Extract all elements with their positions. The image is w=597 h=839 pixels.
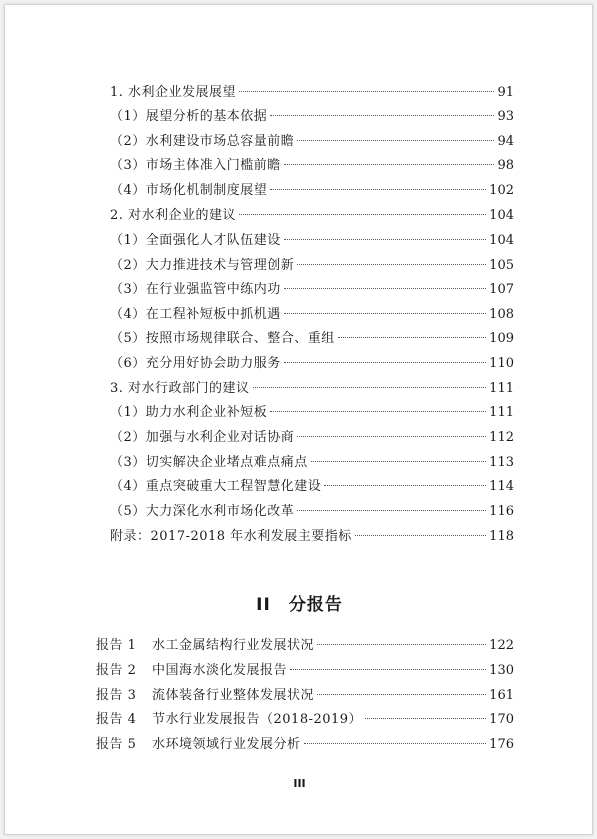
dot-leader xyxy=(270,114,494,116)
report-entry[interactable] xyxy=(96,662,514,680)
report-number: 报告 1 xyxy=(96,638,137,653)
dot-leader xyxy=(297,139,494,141)
report-title: 节水行业发展报告（2018-2019） xyxy=(152,712,363,727)
report-title: 水环境领域行业发展分析 xyxy=(152,737,301,752)
toc-entry[interactable] xyxy=(110,108,514,126)
dot-leader xyxy=(311,460,486,462)
toc-entry[interactable] xyxy=(110,306,514,324)
dot-leader xyxy=(297,509,486,511)
toc-entry-page: 105 xyxy=(489,258,514,273)
toc-entry[interactable] xyxy=(110,355,514,373)
toc-entry-title: 2. 对水利企业的建议 xyxy=(110,208,237,223)
toc-entry[interactable] xyxy=(110,478,514,496)
toc-entry-page: 98 xyxy=(497,158,514,173)
toc-entry-title: （1）全面强化人才队伍建设 xyxy=(110,233,281,248)
report-title: 水工金属结构行业发展状况 xyxy=(152,638,315,653)
toc-entry-title: （4）市场化机制制度展望 xyxy=(110,183,268,198)
report-title: 流体装备行业整体发展状况 xyxy=(152,688,315,703)
dot-leader xyxy=(284,163,495,165)
toc-entry-title: （2）加强与水利企业对话协商 xyxy=(110,430,295,445)
report-entry[interactable] xyxy=(96,637,514,655)
toc-entry-page: 94 xyxy=(497,134,514,149)
report-page: 170 xyxy=(489,712,514,727)
toc-entry-page: 111 xyxy=(489,381,514,396)
toc-entry-page: 116 xyxy=(489,504,514,519)
dot-leader xyxy=(253,386,487,388)
toc-entry[interactable] xyxy=(110,133,514,151)
dot-leader xyxy=(365,717,486,719)
toc-entry[interactable] xyxy=(110,404,514,422)
dot-leader xyxy=(284,287,486,289)
page-number: III xyxy=(293,777,306,790)
toc-entry-title: 3. 对水行政部门的建议 xyxy=(110,381,250,396)
report-number: 报告 5 xyxy=(96,737,137,752)
dot-leader xyxy=(297,263,486,265)
dot-leader xyxy=(284,361,486,363)
toc-entry-page: 104 xyxy=(489,208,514,223)
dot-leader xyxy=(297,435,486,437)
toc-entry-page: 112 xyxy=(489,430,514,445)
toc-entry-page: 109 xyxy=(489,331,514,346)
toc-entry-title: （6）充分用好协会助力服务 xyxy=(110,356,281,371)
toc-entry[interactable] xyxy=(110,429,514,447)
report-entry[interactable] xyxy=(96,687,514,705)
toc-entry[interactable] xyxy=(110,330,514,348)
dot-leader xyxy=(270,410,486,412)
dot-leader xyxy=(355,534,486,536)
toc-entry-page: 93 xyxy=(497,109,514,124)
toc-entry[interactable] xyxy=(110,281,514,299)
toc-entry-page: 111 xyxy=(489,405,514,420)
report-number: 报告 2 xyxy=(96,663,137,678)
report-page: 122 xyxy=(489,638,514,653)
toc-entry-title: （3）在行业强监管中练内功 xyxy=(110,282,281,297)
dot-leader xyxy=(338,336,486,338)
section-title: II 分报告 xyxy=(256,595,343,615)
report-page: 176 xyxy=(489,737,514,752)
toc-entry-page: 91 xyxy=(497,85,514,100)
dot-leader xyxy=(239,90,494,92)
dot-leader xyxy=(290,668,486,670)
toc-entry-page: 104 xyxy=(489,233,514,248)
toc-entry-page: 107 xyxy=(489,282,514,297)
dot-leader xyxy=(324,484,486,486)
toc-entry-title: 附录：2017-2018 年水利发展主要指标 xyxy=(110,529,352,544)
dot-leader xyxy=(284,238,486,240)
toc-entry-page: 118 xyxy=(489,529,514,544)
toc-entry[interactable] xyxy=(110,454,514,472)
toc-entry[interactable] xyxy=(110,84,514,102)
toc-entry-title: （2）大力推进技术与管理创新 xyxy=(110,258,295,273)
toc-entry-page: 113 xyxy=(489,455,514,470)
document-page xyxy=(4,4,593,835)
toc-entry-page: 114 xyxy=(489,479,514,494)
toc-entry-title: （5）按照市场规律联合、整合、重组 xyxy=(110,331,335,346)
toc-entry-title: （3）切实解决企业堵点难点痛点 xyxy=(110,455,308,470)
toc-entry-title: （4）在工程补短板中抓机遇 xyxy=(110,307,281,322)
toc-entry[interactable] xyxy=(110,207,514,225)
report-title: 中国海水淡化发展报告 xyxy=(152,663,288,678)
toc-entry-title: （1）助力水利企业补短板 xyxy=(110,405,268,420)
toc-entry[interactable] xyxy=(110,528,514,546)
dot-leader xyxy=(284,312,486,314)
report-number: 报告 3 xyxy=(96,688,137,703)
dot-leader xyxy=(317,693,486,695)
dot-leader xyxy=(239,213,486,215)
toc-entry[interactable] xyxy=(110,232,514,250)
toc-entry-title: （2）水利建设市场总容量前瞻 xyxy=(110,134,295,149)
report-page: 161 xyxy=(489,688,514,703)
toc-entry-page: 110 xyxy=(489,356,514,371)
report-entry[interactable] xyxy=(96,711,514,729)
toc-entry-page: 102 xyxy=(489,183,514,198)
toc-entry-title: （5）大力深化水利市场化改革 xyxy=(110,504,295,519)
toc-entry[interactable] xyxy=(110,157,514,175)
toc-entry-title: 1. 水利企业发展展望 xyxy=(110,85,237,100)
toc-entry-title: （1）展望分析的基本依据 xyxy=(110,109,268,124)
report-page: 130 xyxy=(489,663,514,678)
dot-leader xyxy=(304,742,487,744)
toc-entry-page: 108 xyxy=(489,307,514,322)
dot-leader xyxy=(317,643,486,645)
toc-entry-title: （3）市场主体准入门槛前瞻 xyxy=(110,158,281,173)
report-entry[interactable] xyxy=(96,736,514,754)
dot-leader xyxy=(270,188,486,190)
report-number: 报告 4 xyxy=(96,712,137,727)
toc-entry[interactable] xyxy=(110,257,514,275)
toc-entry-title: （4）重点突破重大工程智慧化建设 xyxy=(110,479,322,494)
toc-entry[interactable] xyxy=(110,503,514,521)
toc-entry[interactable] xyxy=(110,380,514,398)
toc-entry[interactable] xyxy=(110,182,514,200)
